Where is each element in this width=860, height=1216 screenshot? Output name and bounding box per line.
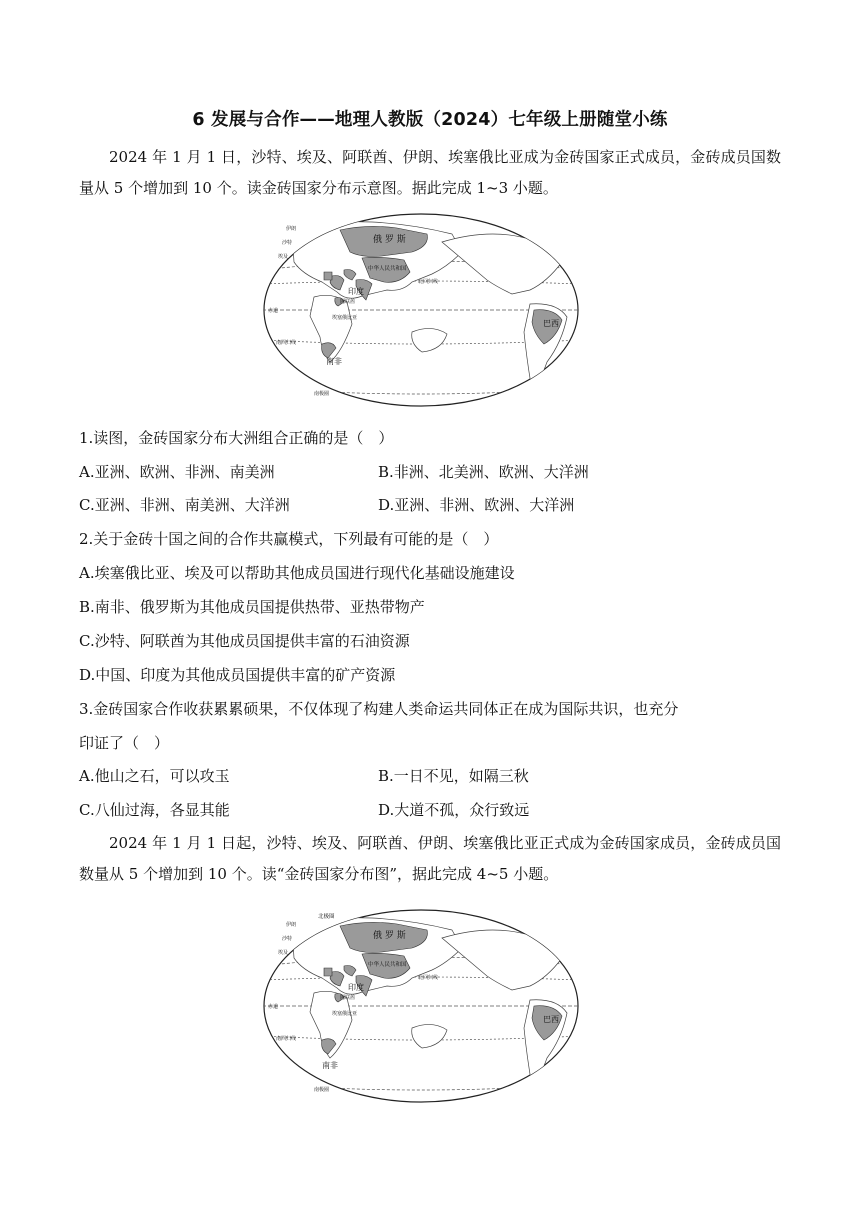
q2-option-b: B.南非、俄罗斯为其他成员国提供热带、亚热带物产 — [79, 598, 425, 616]
intro-paragraph-1: 2024 年 1 月 1 日，沙特、埃及、阿联酋、伊朗、埃塞俄比亚成为金砖国家正式成员，金砖成员国数量从 5 个增加到 10 个。读金砖国家分布示意图。据此完成 1~3 小题。 — [79, 148, 781, 197]
label-iran: 伊朗 — [286, 226, 297, 232]
label-equator: 赤道 — [268, 308, 279, 314]
label-antarctic-circle: 南极圈 — [314, 391, 330, 397]
q1-option-c: C.亚洲、非洲、南美洲、大洋洲 — [79, 496, 290, 514]
page-title: 6 发展与合作——地理人教版（2024）七年级上册随堂小练 — [192, 110, 668, 130]
q3-option-a: A.他山之石，可以攻玉 — [79, 767, 230, 785]
label-uae: 阿联酋 — [340, 995, 356, 1001]
q1-option-b: B.非洲、北美洲、欧洲、大洋洲 — [378, 463, 589, 481]
label-china: 中华人民共和国 — [368, 962, 407, 968]
brics-map-2 — [262, 908, 580, 1104]
label-tropic-cancer: 北回归线 — [418, 279, 439, 285]
label-india: 印度 — [348, 287, 364, 296]
q3-option-d: D.大道不孤，众行致远 — [378, 801, 530, 819]
label-tropic-cancer: 北回归线 — [418, 975, 439, 981]
q2-option-d: D.中国、印度为其他成员国提供丰富的矿产资源 — [79, 666, 396, 684]
label-tropic-capricorn: 南回归线 — [276, 340, 297, 346]
brics-map-1-svg — [262, 212, 580, 408]
label-tropic-capricorn: 南回归线 — [276, 1036, 297, 1042]
label-south-africa: 南非 — [326, 357, 342, 366]
label-saudi: 沙特 — [282, 240, 293, 246]
label-south-africa: 南非 — [322, 1061, 338, 1070]
egypt-shape — [324, 272, 332, 280]
label-saudi: 沙特 — [282, 936, 293, 942]
question-2-stem: 2.关于金砖十国之间的合作共赢模式，下列最有可能的是（ ） — [79, 530, 499, 548]
label-russia: 俄 罗 斯 — [373, 931, 406, 941]
brics-map-1 — [262, 212, 580, 408]
intro-paragraph-2: 2024 年 1 月 1 日起，沙特、埃及、阿联酋、伊朗、埃塞俄比亚正式成为金砖国家成员，金砖成员国数量从 5 个增加到 10 个。读“金砖国家分布图”，据此完成 4~5 小题。 — [79, 834, 781, 883]
question-1-stem: 1.读图，金砖国家分布大洲组合正确的是（ ） — [79, 429, 394, 447]
label-china: 中华人民共和国 — [368, 266, 407, 272]
q1-option-d: D.亚洲、非洲、欧洲、大洋洲 — [378, 496, 575, 514]
q3-option-c: C.八仙过海，各显其能 — [79, 801, 230, 819]
q2-option-a: A.埃塞俄比亚、埃及可以帮助其他成员国进行现代化基础设施建设 — [79, 564, 515, 582]
label-egypt: 埃及 — [278, 950, 289, 956]
label-uae: 阿联酋 — [340, 299, 356, 305]
label-brazil: 巴西 — [543, 319, 559, 328]
label-brazil: 巴西 — [543, 1015, 559, 1024]
q2-option-c: C.沙特、阿联酋为其他成员国提供丰富的石油资源 — [79, 632, 410, 650]
label-antarctic-circle: 南极圈 — [314, 1087, 330, 1093]
label-egypt: 埃及 — [278, 254, 289, 260]
brics-map-2-svg — [262, 908, 580, 1104]
q3-option-b: B.一日不见，如隔三秋 — [378, 767, 529, 785]
q1-option-a: A.亚洲、欧洲、非洲、南美洲 — [79, 463, 275, 481]
question-3-stem-line-2: 印证了（ ） — [79, 734, 170, 752]
label-ethiopia: 埃塞俄比亚 — [332, 1011, 358, 1017]
label-equator: 赤道 — [268, 1004, 279, 1010]
label-arctic-circle: 北极圈 — [318, 914, 335, 920]
question-3-stem-line-1: 3.金砖国家合作收获累累硕果，不仅体现了构建人类命运共同体正在成为国际共识，也充分 — [79, 700, 679, 718]
label-russia: 俄 罗 斯 — [373, 235, 406, 245]
label-india: 印度 — [348, 983, 364, 992]
label-ethiopia: 埃塞俄比亚 — [332, 315, 358, 321]
label-iran: 伊朗 — [286, 922, 297, 928]
egypt-shape — [324, 968, 332, 976]
